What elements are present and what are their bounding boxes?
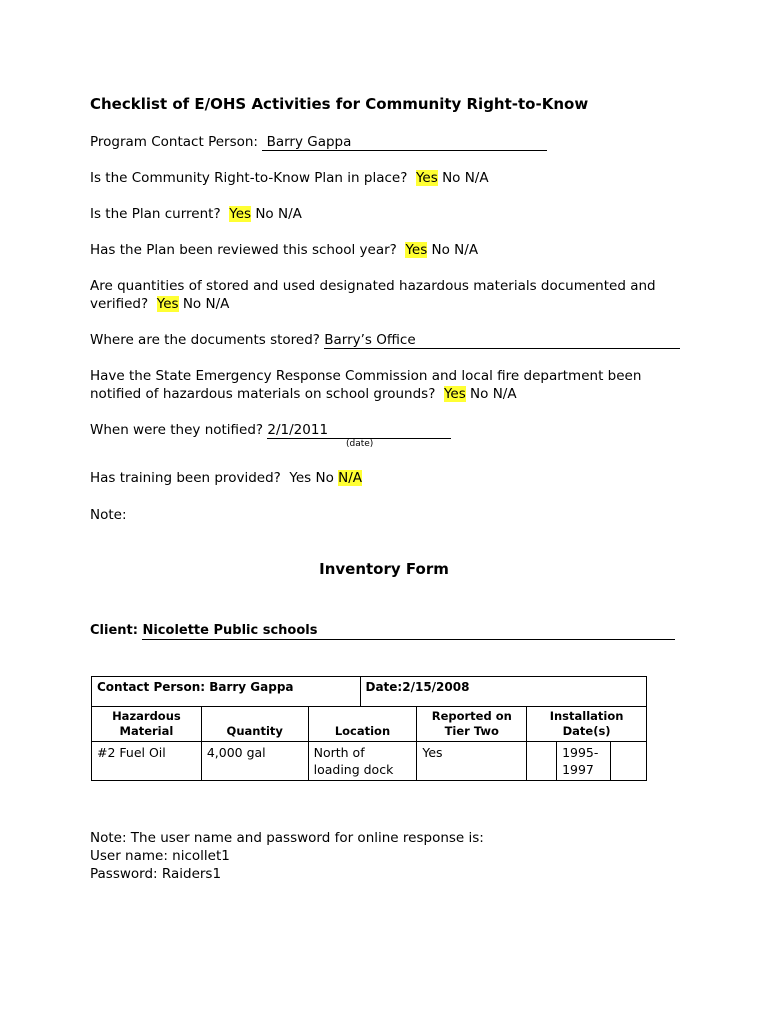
question-plan-reviewed — [90, 241, 478, 259]
answer-options: Yes No — [289, 470, 334, 486]
footer-line-2: User name: nicollet1 — [90, 848, 230, 864]
answer-yes-highlight: Yes — [443, 386, 466, 402]
question-text: Is the Community Right-to-Know Plan in place? — [90, 170, 408, 186]
client-field — [142, 622, 675, 640]
documents-location-field — [324, 331, 680, 349]
cell-quantity: 4,000 gal — [201, 742, 308, 781]
header-material: Hazardous Material — [92, 707, 202, 742]
question-text: Has training been provided? — [90, 470, 281, 486]
cell-installation: 1995-1997 — [557, 742, 611, 781]
question-plan-current — [90, 205, 302, 223]
contact-value: Barry Gappa — [266, 134, 352, 150]
question-documents-stored — [90, 331, 680, 349]
answer-yes-highlight: Yes — [405, 242, 428, 258]
header-quantity: Quantity — [201, 707, 308, 742]
contact-line — [90, 133, 547, 151]
cell-reported: Yes — [417, 742, 527, 781]
page-title: Checklist of E/OHS Activities for Community Right-to-Know — [90, 95, 589, 113]
table-header-row — [92, 707, 647, 742]
notified-date-value: 2/1/2011 — [267, 422, 329, 438]
date-cell: Date:2/15/2008 — [360, 677, 647, 707]
inventory-title: Inventory Form — [319, 560, 449, 578]
table-row — [92, 677, 647, 707]
cell-empty — [527, 742, 557, 781]
question-quantities — [90, 277, 656, 313]
client-value: Nicolette Public schools — [142, 623, 318, 638]
question-notified — [90, 367, 641, 403]
note-label: Note: — [90, 507, 127, 523]
cell-empty — [611, 742, 647, 781]
question-plan-in-place — [90, 169, 489, 187]
answer-options: No N/A — [255, 206, 302, 222]
answer-yes-highlight: Yes — [415, 170, 438, 186]
question-text-line1: Are quantities of stored and used designated hazardous materials documented and — [90, 278, 656, 294]
table-row — [92, 742, 647, 781]
answer-options: No N/A — [431, 242, 479, 258]
header-location: Location — [308, 707, 417, 742]
client-line — [90, 622, 675, 640]
question-notified-date — [90, 421, 451, 439]
question-text: Where are the documents stored? — [90, 332, 320, 348]
notified-date-field — [267, 421, 451, 439]
question-text: Is the Plan current? — [90, 206, 221, 222]
contact-field — [262, 133, 547, 151]
footer-line-1: Note: The user name and password for online response is: — [90, 830, 484, 846]
answer-options: No N/A — [182, 296, 230, 312]
documents-location-value: Barry’s Office — [324, 332, 416, 348]
question-text-line2: verified? — [90, 296, 149, 312]
answer-options: No N/A — [442, 170, 489, 186]
client-label: Client: — [90, 623, 138, 638]
answer-yes-highlight: Yes — [156, 296, 179, 312]
question-text: When were they notified? — [90, 422, 264, 438]
answer-na-highlight: N/A — [338, 470, 363, 486]
inventory-table — [91, 676, 647, 781]
answer-options: No N/A — [470, 386, 517, 402]
footer-note — [90, 829, 484, 883]
header-reported: Reported on Tier Two — [417, 707, 527, 742]
question-training — [90, 469, 362, 487]
header-installation: Installation Date(s) — [527, 707, 647, 742]
date-caption: (date) — [346, 439, 374, 449]
footer-line-3: Password: Raiders1 — [90, 866, 222, 882]
cell-material: #2 Fuel Oil — [92, 742, 202, 781]
question-text-line2: notified of hazardous materials on school grounds? — [90, 386, 436, 402]
cell-location: North of loading dock — [308, 742, 417, 781]
question-text-line1: Have the State Emergency Response Commission and local fire department been — [90, 368, 642, 384]
question-text: Has the Plan been reviewed this school year? — [90, 242, 397, 258]
answer-yes-highlight: Yes — [229, 206, 252, 222]
contact-label: Program Contact Person: — [90, 134, 258, 150]
contact-person-cell: Contact Person: Barry Gappa — [92, 677, 361, 707]
